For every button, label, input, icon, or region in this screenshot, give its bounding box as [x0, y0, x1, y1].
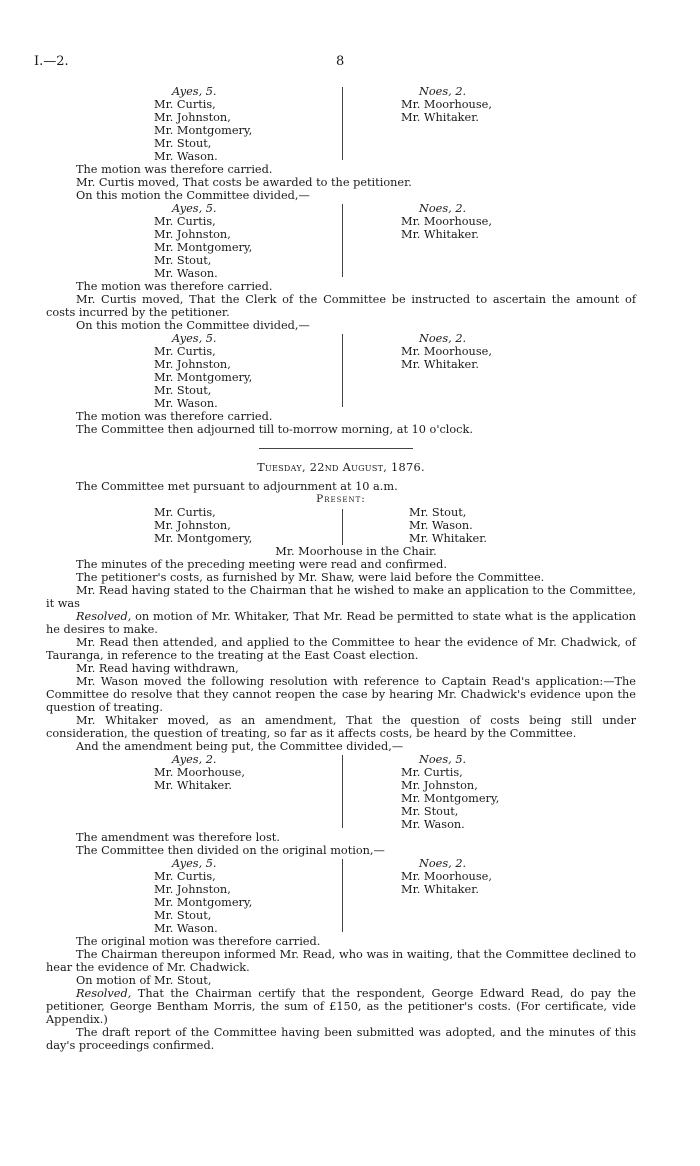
ayes-member: Mr. Wason. — [154, 150, 218, 163]
minute-paragraph — [46, 740, 636, 753]
minute-paragraph — [46, 675, 636, 714]
ayes-heading: Ayes, 5. — [172, 85, 217, 98]
division-vote — [46, 753, 636, 831]
noes-heading: Noes, 2. — [419, 85, 467, 98]
ayes-member: Mr. Curtis, — [154, 215, 216, 228]
minute-paragraph — [46, 662, 636, 675]
present-right — [349, 506, 487, 545]
ayes-member: Mr. Johnston, — [154, 883, 231, 896]
minutes-body — [46, 85, 636, 1052]
minute-paragraph — [46, 423, 636, 436]
present-heading: Present: — [316, 493, 366, 505]
ayes-member: Mr. Johnston, — [154, 228, 231, 241]
ayes-member: Mr. Curtis, — [154, 98, 216, 111]
noes-heading: Noes, 2. — [419, 332, 467, 345]
column-rule — [342, 755, 343, 828]
minute-paragraph — [46, 584, 636, 610]
minute-paragraph — [46, 319, 636, 332]
minute-text: Mr. Whitaker moved, as an amendment, That the question of costs being still under consideration, the question of treating, so far as it affects costs, be heard by the Committee. — [46, 714, 636, 740]
day1-proceedings — [46, 85, 636, 436]
minute-text: The minutes of the preceding meeting were read and confirmed. — [76, 558, 447, 571]
column-rule — [342, 334, 343, 407]
minute-text: The Chairman thereupon informed Mr. Read, who was in waiting, that the Committee declined to hear the evidence of Mr. Chadwick. — [46, 948, 636, 974]
ayes-member: Mr. Wason. — [154, 397, 218, 410]
present-members — [46, 506, 636, 545]
minute-text: The draft report of the Committee having been submitted was adopted, and the minutes of this day's proceedings confirmed. — [46, 1026, 636, 1052]
minute-text: Mr. Read having stated to the Chairman that he wished to make an application to the Committee, it was — [46, 584, 636, 610]
minute-text: The amendment was therefore lost. — [76, 831, 280, 844]
noes-heading: Noes, 5. — [419, 753, 467, 766]
ayes-member: Mr. Montgomery, — [154, 124, 253, 137]
minute-text: On this motion the Committee divided,— — [76, 319, 310, 332]
minute-paragraph — [46, 176, 636, 189]
minute-text: Mr. Wason moved the following resolution with reference to Captain Read's application:—The Committee do resolve that they cannot reopen the case by hearing Mr. Chadwick's evidence upon the question of treating. — [46, 675, 636, 714]
division-vote — [46, 332, 636, 410]
ayes-member: Mr. Wason. — [154, 922, 218, 935]
minute-text: on motion of Mr. Whitaker, That Mr. Read be permitted to state what is the application he desires to make. — [46, 610, 636, 636]
present-member: Mr. Wason. — [409, 519, 473, 532]
noes-column — [349, 857, 492, 935]
minute-text: The petitioner's costs, as furnished by Mr. Shaw, were laid before the Committee. — [76, 571, 545, 584]
noes-heading: Noes, 2. — [419, 857, 467, 870]
ayes-member: Mr. Montgomery, — [154, 371, 253, 384]
chair-line: Mr. Moorhouse in the Chair. — [275, 545, 437, 558]
noes-member: Mr. Johnston, — [401, 779, 478, 792]
minute-paragraph — [46, 974, 636, 987]
noes-member: Mr. Whitaker. — [401, 111, 479, 124]
noes-member: Mr. Moorhouse, — [401, 215, 492, 228]
noes-member: Mr. Whitaker. — [401, 883, 479, 896]
paper-reference: I.—2. — [34, 54, 69, 69]
ayes-heading: Ayes, 2. — [172, 753, 217, 766]
ayes-member: Mr. Stout, — [154, 254, 212, 267]
present-member: Mr. Curtis, — [154, 506, 216, 519]
minute-text: The motion was therefore carried. — [76, 410, 273, 423]
ayes-member: Mr. Stout, — [154, 137, 212, 150]
minute-paragraph — [46, 293, 636, 319]
minute-text: On this motion the Committee divided,— — [76, 189, 310, 202]
ayes-member: Mr. Stout, — [154, 384, 212, 397]
minute-text: The Committee then adjourned till to-morrow morning, at 10 o'clock. — [76, 423, 473, 436]
minute-paragraph — [46, 714, 636, 740]
ayes-member: Mr. Stout, — [154, 909, 212, 922]
column-rule — [342, 87, 343, 160]
ayes-heading: Ayes, 5. — [172, 857, 217, 870]
noes-column — [349, 332, 492, 410]
minute-paragraph — [46, 831, 636, 844]
minute-paragraph — [46, 948, 636, 974]
minute-paragraph — [46, 558, 636, 571]
section-separator — [259, 448, 413, 449]
noes-column — [349, 202, 492, 280]
day2-proceedings — [46, 558, 636, 1052]
ayes-column — [46, 332, 349, 410]
noes-column — [349, 753, 499, 831]
present-member: Mr. Montgomery, — [154, 532, 253, 545]
page-number: 8 — [336, 54, 345, 69]
noes-member: Mr. Whitaker. — [401, 358, 479, 371]
present-member: Mr. Whitaker. — [409, 532, 487, 545]
minute-paragraph — [46, 189, 636, 202]
resolved-label: Resolved, — [76, 610, 132, 623]
minute-text: Mr. Curtis moved, That costs be awarded to the petitioner. — [76, 176, 412, 189]
ayes-member: Mr. Johnston, — [154, 358, 231, 371]
minute-paragraph — [46, 571, 636, 584]
ayes-member: Mr. Montgomery, — [154, 896, 253, 909]
ayes-member: Mr. Wason. — [154, 267, 218, 280]
minute-text: And the amendment being put, the Committee divided,— — [76, 740, 404, 753]
ayes-column — [46, 753, 349, 831]
noes-member: Mr. Curtis, — [401, 766, 463, 779]
noes-member: Mr. Montgomery, — [401, 792, 500, 805]
noes-member: Mr. Wason. — [401, 818, 465, 831]
minute-paragraph — [46, 844, 636, 857]
minute-paragraph — [46, 410, 636, 423]
minute-text: The Committee then divided on the original motion,— — [76, 844, 385, 857]
meeting-opened: The Committee met pursuant to adjournment at 10 a.m. — [76, 480, 398, 493]
noes-member: Mr. Moorhouse, — [401, 98, 492, 111]
ayes-column — [46, 202, 349, 280]
noes-member: Mr. Stout, — [401, 805, 459, 818]
division-vote — [46, 202, 636, 280]
division-vote — [46, 85, 636, 163]
ayes-member: Mr. Montgomery, — [154, 241, 253, 254]
noes-column — [349, 85, 492, 163]
column-rule — [342, 204, 343, 277]
minute-text: On motion of Mr. Stout, — [76, 974, 212, 987]
ayes-heading: Ayes, 5. — [172, 332, 217, 345]
present-member: Mr. Johnston, — [154, 519, 231, 532]
minute-paragraph — [46, 987, 636, 1026]
minute-paragraph — [46, 610, 636, 636]
ayes-member: Mr. Whitaker. — [154, 779, 232, 792]
ayes-member: Mr. Curtis, — [154, 870, 216, 883]
ayes-member: Mr. Johnston, — [154, 111, 231, 124]
minute-text: That the Chairman certify that the respondent, George Edward Read, do pay the petitioner, George Bentham Morris, the sum of £150, as the petitioner's costs. (For certificate, vide Appendix.) — [46, 987, 636, 1026]
resolved-label: Resolved, — [76, 987, 132, 1000]
ayes-heading: Ayes, 5. — [172, 202, 217, 215]
column-rule — [342, 509, 343, 545]
minute-paragraph — [46, 1026, 636, 1052]
noes-member: Mr. Whitaker. — [401, 228, 479, 241]
present-left — [46, 506, 349, 545]
ayes-member: Mr. Moorhouse, — [154, 766, 245, 779]
minute-text: The original motion was therefore carried. — [76, 935, 321, 948]
minute-text: The motion was therefore carried. — [76, 280, 273, 293]
ayes-column — [46, 857, 349, 935]
meeting-date: Tuesday, 22nd August, 1876. — [257, 461, 425, 474]
minute-paragraph — [46, 163, 636, 176]
minute-text: Mr. Read having withdrawn, — [76, 662, 239, 675]
noes-heading: Noes, 2. — [419, 202, 467, 215]
noes-member: Mr. Moorhouse, — [401, 870, 492, 883]
minute-paragraph — [46, 935, 636, 948]
division-vote — [46, 857, 636, 935]
minute-paragraph — [46, 636, 636, 662]
ayes-column — [46, 85, 349, 163]
minute-paragraph — [46, 280, 636, 293]
minute-text: Mr. Curtis moved, That the Clerk of the Committee be instructed to ascertain the amount of costs incurred by the petitioner. — [46, 293, 636, 319]
minute-text: The motion was therefore carried. — [76, 163, 273, 176]
column-rule — [342, 859, 343, 932]
present-member: Mr. Stout, — [409, 506, 467, 519]
ayes-member: Mr. Curtis, — [154, 345, 216, 358]
minute-text: Mr. Read then attended, and applied to the Committee to hear the evidence of Mr. Chadwick, of Tauranga, in reference to the treating at the East Coast election. — [46, 636, 636, 662]
noes-member: Mr. Moorhouse, — [401, 345, 492, 358]
